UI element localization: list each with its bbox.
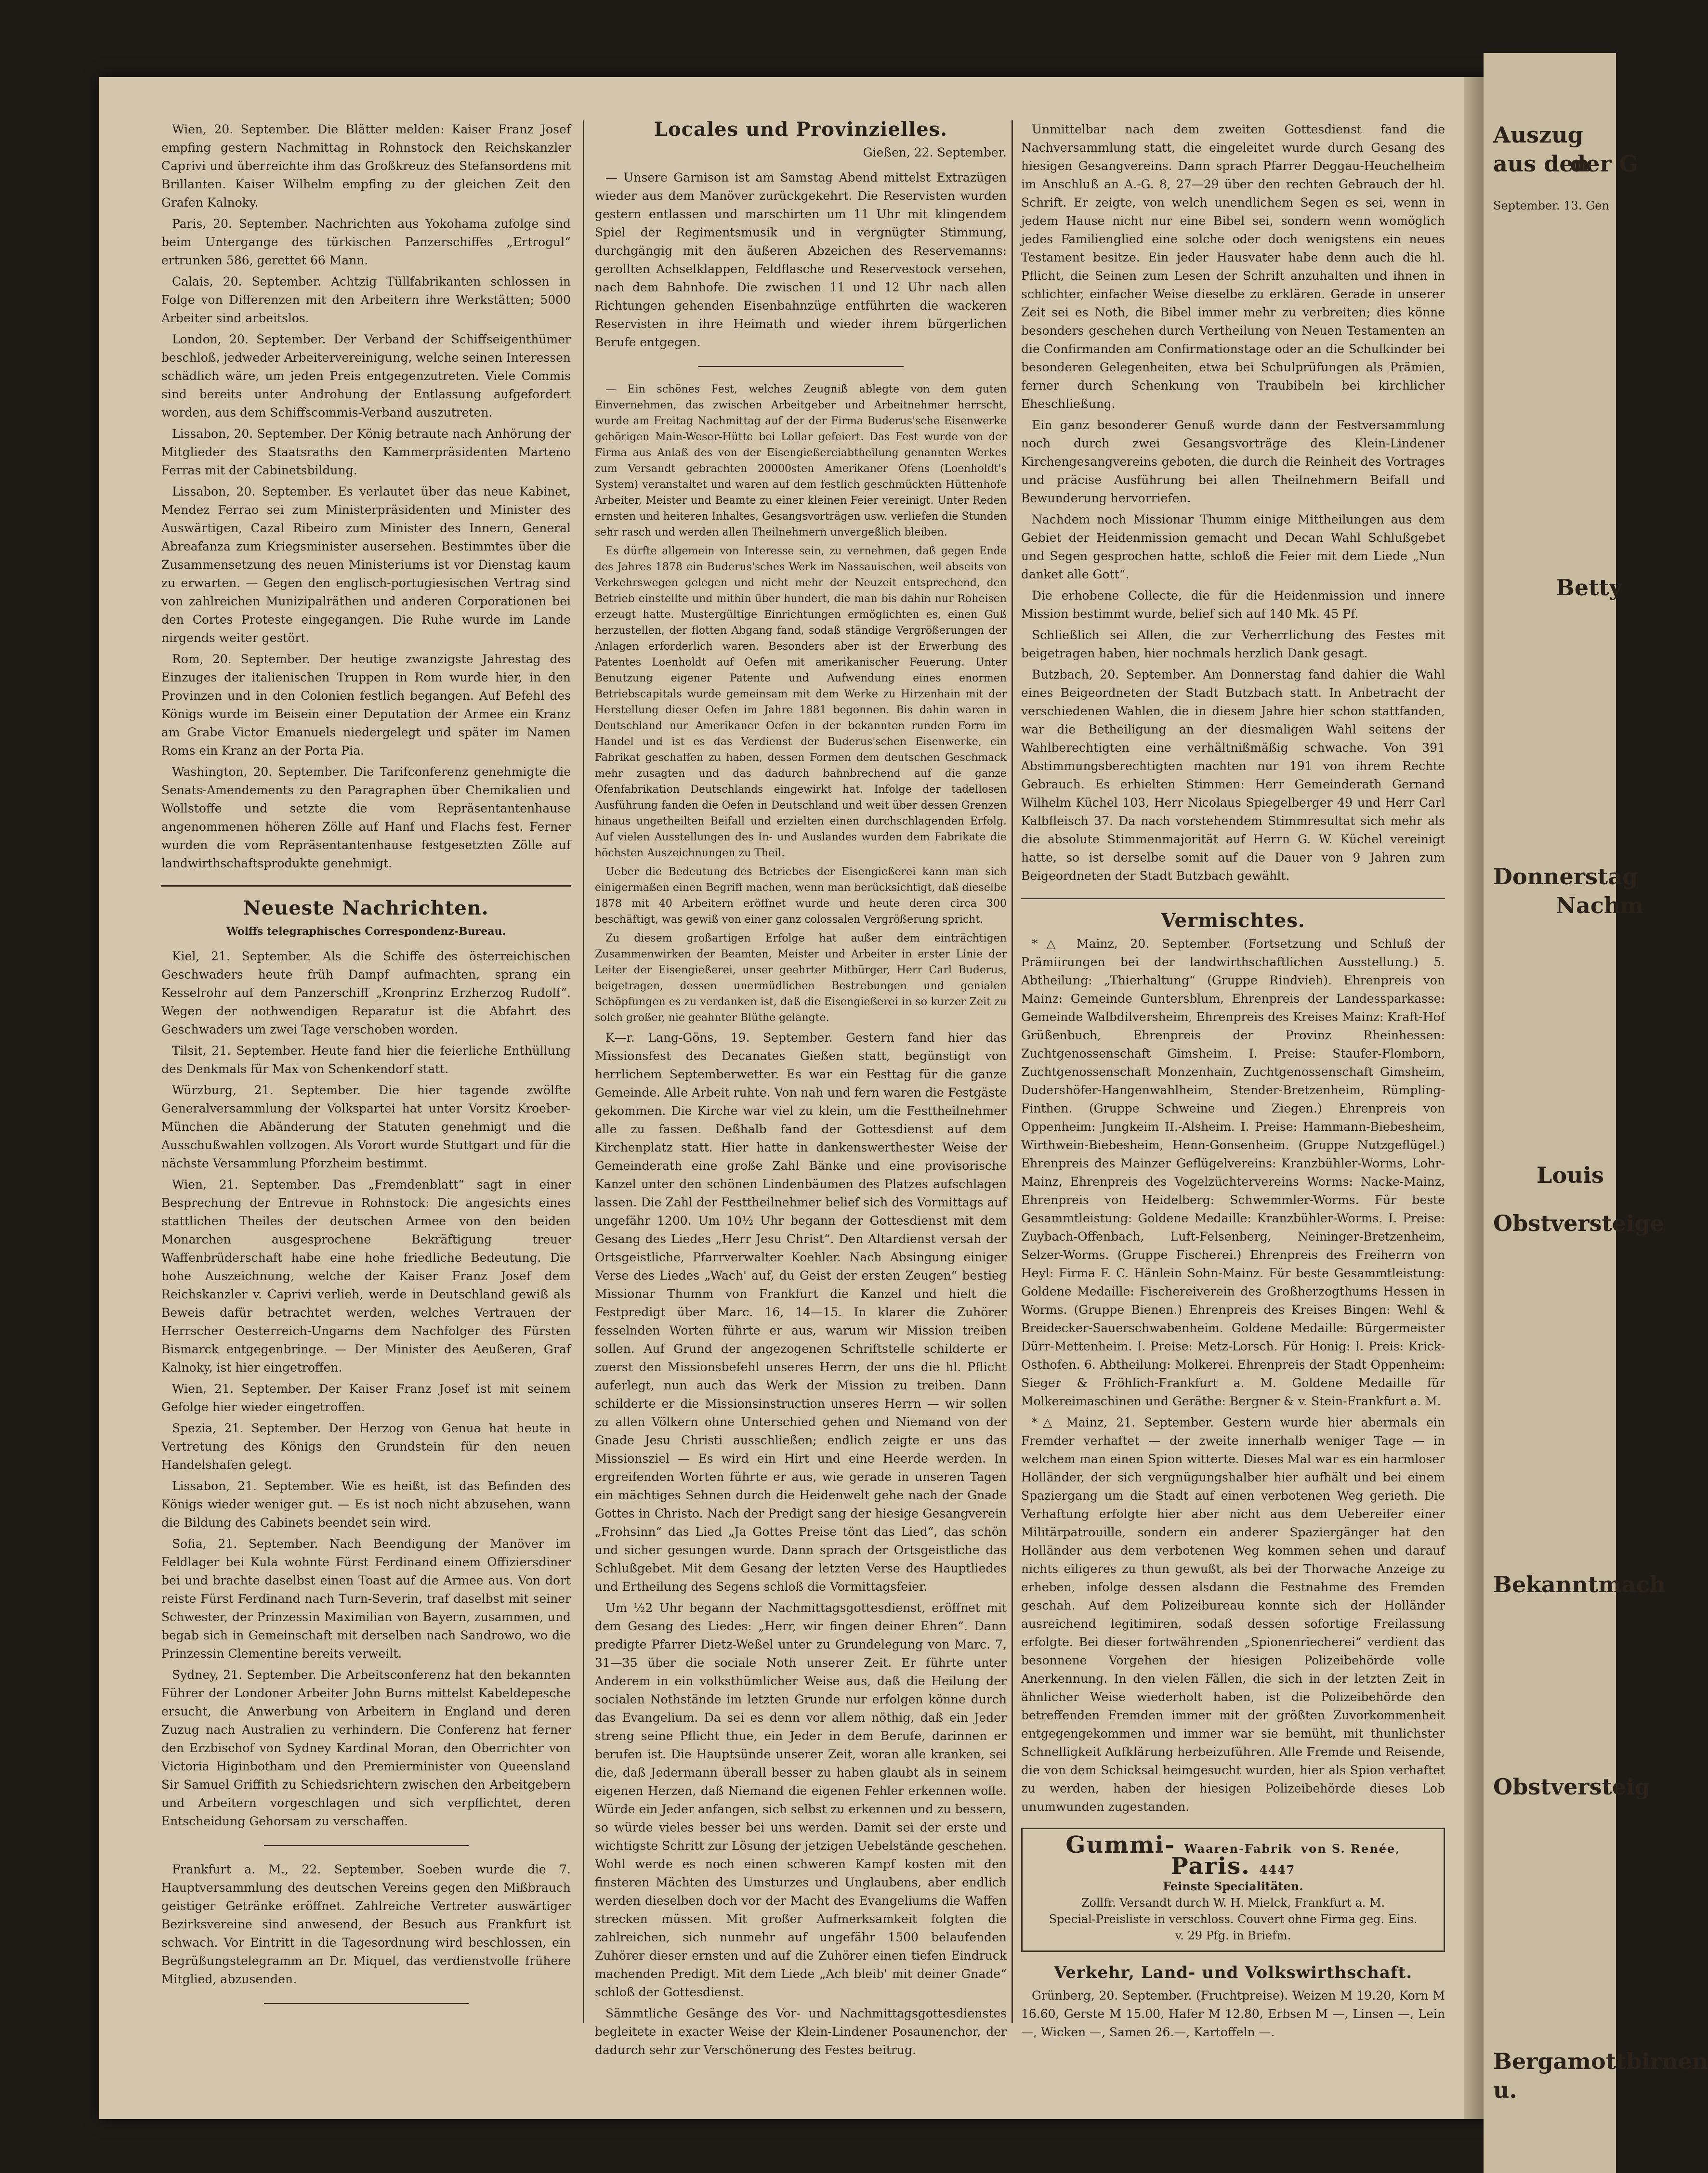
column-rule [1012, 120, 1013, 2023]
adjacent-heading: Betty [1556, 575, 1622, 601]
market-report: Grünberg, 20. September. (Fruchtpreise). Weizen M 19.20, Korn M 16.60, Gerste M 15.00, Hafer M 12.80, Erbsen M —, Linsen —, Lein —, Wicken —, Samen 26.—, Kartoffeln —. [1021, 1989, 1445, 2039]
news-item: Wien, 20. September. Die Blätter melden: Kaiser Franz Josef empfing gestern Nachmittag in Rohnstock den Reichskanzler Caprivi und überreichte ihm das Großkreuz des Stefansordens mit Brillanten. Kaiser Wilhelm empfing zu der gleichen Zeit den Grafen Kalnoky. [161, 122, 571, 209]
article-paragraph: Nachdem noch Missionar Thumm einige Mittheilungen aus dem Gebiet der Heidenmission gemacht und Decan Wahl Schlußgebet und Segen gesprochen hatte, schloß die Feier mit dem Liede „Nun danket alle Gott“. [1021, 512, 1445, 581]
news-item: Rom, 20. September. Der heutige zwanzigste Jahrestag des Einzuges der italienischen Truppen in Rom wurde hier, in den Provinzen und in den Colonien festlich begangen. Auf Befehl des Königs wurde im Beisein einer Deputation der Armee ein Kranz am Grabe Victor Emanuels niedergelegt und später im Namen Roms ein Kranz an der Porta Pia. [161, 652, 571, 758]
article-paragraph: — Ein schönes Fest, welches Zeugniß ablegte von dem guten Einvernehmen, das zwischen Arbeitgeber und Arbeitnehmer herrscht, wurde am Freitag Nachmittag auf der der Firma Buderus'sche Eisenwerke gehörigen Main-Weser-Hütte bei Lollar gefeiert. Das Fest wurde von der Firma aus Anlaß des von der Eisengießereiabtheilung genannten Werkes zum Versandt gebrachten 20000sten Amerikaner Ofens (Loenholdt's System) veranstaltet und waren auf dem festlich geschmückten Hüttenhofe Arbeiter, Meister und Beamte zu einer kleinen Feier vereinigt. Unter Reden ernsten und heiteren Inhaltes, Gesangsvorträgen usw. verliefen die Stunden sehr rasch und werden allen Theilnehmern unvergeßlich bleiben. [595, 383, 1007, 538]
column-rule [583, 120, 584, 2023]
article-paragraph: Um ½2 Uhr begann der Nachmittagsgottesdienst, eröffnet mit dem Gesang des Liedes: „Herr, wir fingen deiner Ehren“. Dann predigte Pfarrer Dietz-Weßel unter zu Grundelegung von Marc. 7, 31—35 über die sociale Noth unserer Zeit. Er führte unter Anderem in ein volksthümlicher Weise aus, daß die Heilung der socialen Nothstände im letzten Grunde nur erfolgen könne durch das Evangelium. Da sei es denn vor allem nöthig, daß ein Jeder streng seine Pflicht thue, ein Jeder in dem Berufe, darinnen er berufen ist. Die Hauptsünde unserer Zeit, woran alle kranken, sei die, daß Jedermann überall besser zu haben glaubt als in seinem eigenen Herzen, daß Niemand die eigenen Fehler erkennen wolle. Würde ein Jeder anfangen, sich selbst zu erkennen und zu bessern, so würde vieles besser bei uns werden. Damit sei der erste und wichtigste Schritt zur Lösung der jetzigen Uebelstände geschehen. Wohl werde es noch einen schweren Kampf kosten mit den finsteren Mächten des Umsturzes und Unglaubens, aber endlich werden dieselben doch vor der Macht des Evangeliums die Waffen strecken müssen. Mit großer Aufmerksamkeit folgten die zahlreichen, sich nunmehr auf ungefähr 1500 belaufenden Zuhörer dieser ernsten und auf die Zuhörer einen tiefen Eindruck machenden Predigt. Mit dem Liede „Ach bleib' mit deiner Gnade“ schloß der Gottesdienst. [595, 1601, 1007, 1999]
ad-city: Paris. [1170, 1853, 1250, 1880]
dateline: Gießen, 22. September. [863, 145, 1007, 159]
news-item: Sydney, 21. September. Die Arbeitsconferenz hat den bekannten Führer der Londoner Arbeiter John Burns mittelst Kabeldepesche ersucht, die Anwerbung von Arbeitern in England und deren Zuzug nach Australien zu verhindern. Die Conferenz hat ferner den Erzbischof von Sydney Kardinal Moran, den Oberrichter von Victoria Higinbotham und den Premierminister von Queensland Sir Samuel Griffith zu Schiedsrichtern zwischen den Arbeitgebern und Arbeitern vorgeschlagen und sich verpflichtet, deren Entscheidung Gehorsam zu verschaffen. [161, 1668, 571, 1828]
news-item: Wien, 21. September. Der Kaiser Franz Josef ist mit seinem Gefolge hier wieder eingetroffen. [161, 1382, 571, 1414]
column-2 [595, 120, 1007, 2062]
divider [264, 2003, 469, 2004]
news-item: Paris, 20. September. Nachrichten aus Yokohama zufolge sind beim Untergange des türkischen Panzerschiffes „Ertrogul“ ertrunken 586, gerettet 66 Mann. [161, 217, 571, 267]
section-title: Neueste Nachrichten. [243, 897, 489, 919]
adjacent-heading: der G [1570, 151, 1638, 177]
news-item: London, 20. September. Der Verband der Schiffseigenthümer beschloß, jedweder Arbeitervereinigung, welche seinen Interessen schädlich wäre, um jeden Preis entgegenzutreten. Viele Commis sind bereits unter Androhung der Entlassung aufgefordert worden, aus dem Schiffscommis-Verband auszutreten. [161, 332, 571, 419]
column-3 [1021, 120, 1445, 2044]
adjacent-heading: Obstversteig [1493, 1774, 1650, 1800]
divider [698, 366, 904, 367]
news-item: Lissabon, 20. September. Der König betraute nach Anhörung der Mitglieder des Staatsraths den Kammerpräsidenten Marteno Ferras mit der Cabinetsbildung. [161, 427, 571, 477]
ad-line: Feinste Specialitäten. [1163, 1879, 1303, 1893]
article-paragraph: — Unsere Garnison ist am Samstag Abend mittelst Extrazügen wieder aus dem Manöver zurückgekehrt. Die Reservisten wurden gestern entlassen und marschirten um 11 Uhr mit klingendem Spiel der Regimentsmusik und in vergnügter Stimmung, durchgängig mit den äußeren Abzeichen des Reservemanns: gerollten Achselklappen, Feldflasche und Reservestock versehen, nach dem Bahnhofe. Die zwischen 11 und 12 Uhr nach allen Richtungen gehenden Eisenbahnzüge entführten die wackeren Reservisten in ihre Heimath und wieder ihrem bürgerlichen Berufe entgegen. [595, 170, 1007, 349]
adjacent-heading: Bergamottbirnen u. [1493, 2048, 1708, 2103]
article-paragraph: *△ Mainz, 20. September. (Fortsetzung und Schluß der Prämiirungen bei der landwirthschaftlichen Ausstellung.) 5. Abtheilung: „Thierhaltung“ (Gruppe Rindvieh). Ehrenpreis von Mainz: Gemeinde Guntersblum, Ehrenpreis der Landessparkasse: Gemeinde Walbdilversheim, Ehrenpreis des Kreises Mainz: Kraft-Hof Grüßenbuch, Ehrenpreis der Provinz Rheinhessen: Zuchtgenossenschaft Gimsheim. I. Preise: Staufer-Flomborn, Zuchtgenossenschaft Monzenhain, Zuchtgenossenschaft Gimsheim, Dudershöfer-Hangenwahlheim, Stender-Bretzenheim, Rümpling-Finthen. (Gruppe Schweine und Ziegen.) Ehrenpreis von Oppenheim: Jungkeim II.-Alsheim. I. Preise: Hammann-Biebesheim, Wirthwein-Biebesheim, Henn-Gonsenheim. (Gruppe Nutzgeflügel.) Ehrenpreis des Mainzer Geflügelvereins: Kranzbühler-Worms, Lohr-Mainz, Ehrenpreis des Vogelzüchtervereins Worms: Nacke-Mainz, Ehrenpreis von Heidelberg: Schwemmler-Worms. Für beste Gesammtleistung: Goldene Medaille: Kranzbühler-Worms. I. Preise: Zuybach-Offenbach, Luft-Felsenberg, Neininger-Bretzenheim, Selzer-Worms. (Gruppe Fischerei.) Ehrenpreis des Freiherrn von Heyl: Firma F. C. Hänlein Sohn-Mainz. Für beste Gesammtleistung: Goldene Medaille: Fischereiverein des Großherzogthums Hessen in Worms. (Gruppe Bienen.) Ehrenpreis des Kreises Bingen: Wehl & Breidecker-Sauerschwabenheim. Goldene Medaille: Bürgermeister Dürr-Mettenheim. I. Preise: Metz-Lorsch. Für Honig: I. Preis: Krick-Osthofen. 6. Abtheilung: Molkerei. Ehrenpreis der Stadt Oppenheim: Sieger & Fröhlich-Frankfurt a. M. Goldene Medaille für Molkereimaschinen und Geräthe: Bergner & v. Stein-Frankfurt a. M. [1021, 937, 1445, 1408]
column-1 [161, 120, 571, 2018]
adjacent-heading: Bekanntmach [1493, 1571, 1666, 1597]
ad-maker: von S. Renée, [1301, 1842, 1401, 1856]
news-item: Frankfurt a. M., 22. September. Soeben wurde die 7. Hauptversammlung des deutschen Vereins gegen den Mißbrauch geistiger Getränke eröffnet. Zahlreiche Vertreter auswärtiger Bezirksvereine sind anwesend, der Besuch aus Frankfurt ist schwach. Vor Eintritt in die Tagesordnung wird beschlossen, ein Begrüßungstelegramm an Dr. Miquel, das verdienstvolle frühere Mitglied, abzusenden. [161, 1862, 571, 1986]
section-title: Vermischtes. [1161, 909, 1305, 932]
divider [264, 1845, 469, 1846]
adjacent-text: September. 13. Gen [1493, 199, 1609, 212]
article-paragraph: Ueber die Bedeutung des Betriebes der Eisengießerei kann man sich einigermaßen einen Begriff machen, wenn man berücksichtigt, daß dieselbe 1878 mit 40 Arbeitern eröffnet wurde und heute deren circa 300 beschäftigt, was gewiß von einer ganz colossalen Vergrößerung spricht. [595, 866, 1007, 926]
section-title: Locales und Provinzielles. [654, 118, 948, 141]
adjacent-heading: Donnerstag [1493, 864, 1638, 890]
news-item: Kiel, 21. September. Als die Schiffe des österreichischen Geschwaders heute früh Dampf aufmachten, sprang ein Kesselrohr auf dem Panzerschiff „Kronprinz Erzherzog Rudolf“. Wegen der nothwendigen Reparatur ist die Abfahrt des Geschwaders um zwei Tage verschoben worden. [161, 949, 571, 1036]
article-paragraph: Schließlich sei Allen, die zur Verherrlichung des Festes mit beigetragen haben, hier nochmals herzlich Dank gesagt. [1021, 628, 1445, 660]
article-paragraph: Sämmtliche Gesänge des Vor- und Nachmittagsgottesdienstes begleitete in exacter Weise der Klein-Lindener Posaunenchor, der dadurch sehr zur Verschönerung des Festes beitrug. [595, 2006, 1007, 2057]
news-item: Calais, 20. September. Achtzig Tüllfabrikanten schlossen in Folge von Differenzen mit den Arbeitern ihre Werkstätten; 5000 Arbeiter sind arbeitslos. [161, 275, 571, 325]
adjacent-heading: Nachm [1556, 892, 1643, 918]
news-item: Spezia, 21. September. Der Herzog von Genua hat heute in Vertretung des Königs den Grundstein für den neuen Handelshafen gelegt. [161, 1421, 571, 1472]
section-divider [1021, 898, 1445, 899]
article-paragraph: Butzbach, 20. September. Am Donnerstag fand dahier die Wahl eines Beigeordneten der Stadt Butzbach statt. In Anbetracht der verschiedenen Wahlen, die in diesem Jahre hier schon stattfanden, war die Betheiligung an der diesmaligen Wahl seitens der Wahlberechtigten eine verhältnißmäßig schwache. Von 391 Abstimmungsberechtigten machten nur 191 von ihrem Rechte Gebrauch. Es erhielten Stimmen: Herr Gemeinderath Gernand Wilhelm Küchel 103, Herr Nicolaus Spiegelberger 49 und Herr Carl Kalbfleisch 37. Da nach vorstehendem Stimmresultat sich mehr als die absolute Stimmenmajorität auf Herrn G. W. Küchel vereinigt hatte, so ist derselbe somit auf die Dauer von 9 Jahren zum Beigeordneten der Stadt Butzbach gewählt. [1021, 668, 1445, 883]
adjacent-heading: Auszug aus den [1493, 122, 1590, 177]
ad-line: Zollfr. Versandt durch W. H. Mielck, Frankfurt a. M. [1081, 1896, 1385, 1910]
section-subtitle: Wolffs telegraphisches Correspondenz-Bureau. [226, 925, 506, 938]
ad-line: Special-Preisliste in verschloss. Couvert ohne Firma geg. Eins. [1049, 1912, 1418, 1926]
news-item: Würzburg, 21. September. Die hier tagende zwölfte Generalversammlung der Volkspartei hat unter Vorsitz Kroeber-München die Abänderung der Statuten genehmigt und die Ausschußwahlen vollzogen. Als Vorort wurde Stuttgart und für die nächste Versammlung Pforzheim bestimmt. [161, 1083, 571, 1170]
article-paragraph: Zu diesem großartigen Erfolge hat außer dem einträchtigen Zusammenwirken der Beamten, Meister und Arbeiter in erster Linie der Leiter der Eisengießerei, unser geehrter Mitbürger, Herr Carl Buderus, beigetragen, dessen unermüdlichen Bestrebungen und genialen Schöpfungen es zu verdanken ist, daß die Eisengießerei in so kurzer Zeit zu solch großer, nie geahnter Blüthe gelangte. [595, 932, 1007, 1024]
advertisement [1021, 1828, 1445, 1952]
news-item: Sofia, 21. September. Nach Beendigung der Manöver im Feldlager bei Kula wohnte Fürst Ferdinand einem Offiziersdiner bei und brachte daselbst einen Toast auf die Armee aus. Von dort reiste Fürst Ferdinand nach Turn-Severin, traf daselbst mit seiner Schwester, der Prinzessin Maximilian von Bayern, zusammen, und begab sich in Gemeinschaft mit derselben nach Sandrowo, wo die Prinzessin Clementine bereits verweilt. [161, 1537, 571, 1661]
section-title: Verkehr, Land- und Volkswirthschaft. [1053, 1963, 1413, 1982]
article-paragraph: Es dürfte allgemein von Interesse sein, zu vernehmen, daß gegen Ende des Jahres 1878 ein Buderus'sches Werk im Nassauischen, weil abseits von Verkehrswegen gelegen und nicht mehr der Neuzeit entsprechend, den Betrieb einstellte und mithin über hundert, die man bis dahin nur Roheisen erzeugt hatte. Mustergültige Einrichtungen ermöglichten es, einen Guß herzustellen, der flotten Abgang fand, sodaß ständige Vergrößerungen der Anlagen erforderlich waren. Besonders aber ist der Erwerbung des Patentes Loenholdt auf Oefen mit amerikanischer Feuerung. Unter Benutzung eigener Patente und Aufwendung eines enormen Betriebscapitals wurde gemeinsam mit dem Werke zu Hirzenhain mit der Herstellung dieser Oefen im Jahre 1881 begonnen. Bis dahin waren in Deutschland nur Amerikaner Oefen in der bekannten runden Form im Handel und ist es das Verdienst der Buderus'schen Eisenwerke, ein Fabrikat geschaffen zu haben, dessen Formen dem deutschen Geschmack mehr zusagten und das dadurch bahnbrechend auf die ganze Ofenfabrikation Deutschlands eingewirkt hat. Infolge der tadellosen Ausführung fanden die Oefen in Deutschland und weit über dessen Grenzen hinaus ungetheilten Beifall und erzielten einen durchschlagenden Erfolg. Auf vielen Ausstellungen des In- und Auslandes wurden dem Fabrikate die höchsten Auszeichnungen zu Theil. [595, 545, 1007, 859]
ad-line: v. 29 Pfg. in Briefm. [1175, 1929, 1291, 1942]
adjacent-heading: Obstversteige [1493, 1210, 1664, 1236]
ad-number: 4447 [1259, 1863, 1296, 1877]
article-paragraph: K—r. Lang-Göns, 19. September. Gestern fand hier das Missionsfest des Decanates Gießen statt, begünstigt von herrlichem Septemberwetter. Es war ein Festtag für die ganze Gemeinde. Alle Arbeit ruhte. Von nah und fern waren die Festgäste gekommen. Die Kirche war viel zu klein, um die Festtheilnehmer alle zu fassen. Deßhalb fand der Gottesdienst auf dem Kirchenplatz statt. Hier hatte in dankenswerthester Weise der Gemeinderath eine große Zahl Bänke und eine provisorische Kanzel unter den schönen Lindenbäumen des Platzes aufschlagen lassen. Die Zahl der Festtheilnehmer belief sich des Vormittags auf ungefähr 1200. Um 10½ Uhr begann der Gottesdienst mit dem Gesang des Liedes „Herr Jesu Christ“. Den Altardienst versah der Ortsgeistliche, Pfarrverwalter Koehler. Nach Absingung einiger Verse des Liedes „Wach' auf, du Geist der ersten Zeugen“ bestieg Missionar Thumm von Frankfurt die Kanzel und hielt die Festpredigt über Marc. 16, 14—15. In klarer die Zuhörer fesselnden Worten führte er aus, warum wir Mission treiben sollen. Auf Grund der angezogenen Schriftstelle schilderte er zuerst den Missionsbefehl unseres Herrn, der uns die hl. Pflicht auferlegt, nun auch das Werk der Mission zu treiben. Dann schilderte er die Missionsinstruction unseres Herrn — wir sollen zu allen Völkern ohne Unterschied gehen und Niemand von der Gnade Jesu Christi ausschließen; endlich zeigte er uns das Missionsziel — Es wird ein Hirt und eine Heerde werden. In ergreifenden Worten führte er aus, wie gerade in unseren Tagen ein mächtiges Sehnen durch die Heidenwelt gehe nach der Gnade Gottes in Christo. Nach der Predigt sang der hiesige Gesangverein „Frohsinn“ das Lied „Ja Gottes Preise tönt das Lied“, das schön und sicher gesungen wurde. Dann sprach der Ortsgeistliche das Schlußgebet. Mit dem Gesang der letzten Verse des Hauptliedes und Ertheilung des Segens schloß die Vormittagsfeier. [595, 1031, 1007, 1594]
article-paragraph: Ein ganz besonderer Genuß wurde dann der Festversammlung noch durch zwei Gesangsvorträge des Klein-Lindener Kirchengesangvereins geboten, die durch die Reinheit des Vortrages und präcise Ausführung bei allen Theilnehmern Beifall und Bewunderung hervorriefen. [1021, 418, 1445, 505]
adjacent-heading: Louis [1537, 1162, 1604, 1188]
ad-subtitle: Waaren-Fabrik [1184, 1842, 1292, 1856]
article-paragraph: *△ Mainz, 21. September. Gestern wurde hier abermals ein Fremder verhaftet — der zweite innerhalb weniger Tage — in welchem man einen Spion witterte. Dieses Mal war es ein harmloser Holländer, der sich vergnügungshalber hier aufhält und bei einem Spaziergang um die Stadt auf einen verbotenen Weg gerieth. Die Verhaftung erfolgte hier aber nicht aus dem Uebereifer einer Militärpatrouille, sondern ein anderer Spaziergänger hat den Holländer aus dem verbotenen Weg kommen sehen und darauf nichts eiligeres zu thun gewußt, als bei der Thorwache Anzeige zu erheben, infolge dessen alsdann die Festnahme des Fremden geschah. Auf dem Polizeibureau konnte sich der Holländer ausreichend legitimiren, sodaß dessen sofortige Freilassung erfolgte. Bei dieser fortwährenden „Spionenriecherei“ verdient das besonnene Vorgehen der hiesigen Polizeibehörde volle Anerkennung. In den vielen Fällen, die sich in der letzten Zeit in ähnlicher Weise wiederholt haben, ist die Polizeibehörde den betreffenden Fremden immer mit der größten Zuvorkommenheit entgegengekommen und immer war sie bemüht, mit thunlichster Schnelligkeit Aufklärung herbeizuführen. Alle Fremde und Reisende, die von dem Schicksal heimgesucht wurden, hier als Spion verhaftet zu werden, haben der hiesigen Polizeibehörde dieses Lob unumwunden zugestanden. [1021, 1415, 1445, 1814]
section-divider [161, 885, 571, 887]
article-paragraph: Unmittelbar nach dem zweiten Gottesdienst fand die Nachversammlung statt, die eingeleitet wurde durch Gesang des hiesigen Gesangvereins. Dann sprach Pfarrer Deggau-Heuchelheim im Anschluß an A.-G. 8, 27—29 über den rechten Gebrauch der hl. Schrift. Er zeigte, von welch unendlichem Segen es sei, wenn in jedem Hause nicht nur eine Bibel sei, sondern wenn womöglich jedes Familienglied eine solche oder doch wenigstens ein neues Testament besitze. Ein jeder Hausvater habe denn auch die hl. Pflicht, die Seinen zum Lesen der Schrift anzuhalten und ihnen in schlichter, einfacher Weise dieselbe zu erklären. Gerade in unserer Zeit sei es Noth, die Bibel immer mehr zu verbreiten; dies könne besonders geschehen durch Vertheilung von Neuen Testamenten an die Confirmanden am Confirmationstage oder an die Schulkinder bei besonderen Gelegenheiten, etwa bei Schulprüfungen als Prämien, ferner durch Schenkung von Traubibeln bei kirchlicher Eheschließung. [1021, 122, 1445, 411]
ad-brand: Gummi- [1065, 1832, 1175, 1859]
news-item: Tilsit, 21. September. Heute fand hier die feierliche Enthüllung des Denkmals für Max von Schenkendorf statt. [161, 1044, 571, 1076]
news-item: Lissabon, 21. September. Wie es heißt, ist das Befinden des Königs wieder weniger gut. — Es ist noch nicht abzusehen, wann die Bildung des Cabinets beendet sein wird. [161, 1479, 571, 1530]
news-item: Wien, 21. September. Das „Fremdenblatt“ sagt in einer Besprechung der Entrevue in Rohnstock: Die angesichts eines stattlichen Theiles der deutschen Armee von den beiden Monarchen ausgesprochene Bekräftigung treuer Waffenbrüderschaft habe eine hohe friedliche Bedeutung. Die hohe Auszeichnung, welche der Kaiser Franz Josef dem Reichskanzler v. Caprivi verlieh, werde in Deutschland gewiß als Beweis dafür betrachtet werden, welches Vertrauen der Herrscher Oesterreich-Ungarns dem Nachfolger des Fürsten Bismarck entgegenbringe. — Der Minister des Aeußeren, Graf Kalnoky, ist hier eingetroffen. [161, 1178, 571, 1374]
article-paragraph: Die erhobene Collecte, die für die Heidenmission und innere Mission bestimmt wurde, belief sich auf 140 Mk. 45 Pf. [1021, 589, 1445, 621]
adjacent-page [1484, 53, 1708, 2173]
news-item: Washington, 20. September. Die Tarifconferenz genehmigte die Senats-Amendements zu den Paragraphen über Chemikalien und Wollstoffe und setzte die vom Repräsentantenhause angenommenen höheren Zölle auf Hanf und Flachs fest. Ferner wurden die vom Repräsentantenhause festgesetzten Zölle auf landwirthschaftsprodukte genehmigt. [161, 765, 571, 870]
news-item: Lissabon, 20. September. Es verlautet über das neue Kabinet, Mendez Ferrao sei zum Ministerpräsidenten und Minister des Auswärtigen, Cazal Ribeiro zum Minister des Innern, General Abreafanza zum Kriegsminister ausersehen. Bestimmtes über die Zusammensetzung des neuen Ministeriums ist vor Dienstag kaum zu erwarten. — Gegen den englisch-portugiesischen Vertrag sind von zahlreichen Munizipalräthen und anderen Corporationen bei den Cortes Proteste eingegangen. Die Ruhe wurde im Lande nirgends weiter gestört. [161, 484, 571, 645]
